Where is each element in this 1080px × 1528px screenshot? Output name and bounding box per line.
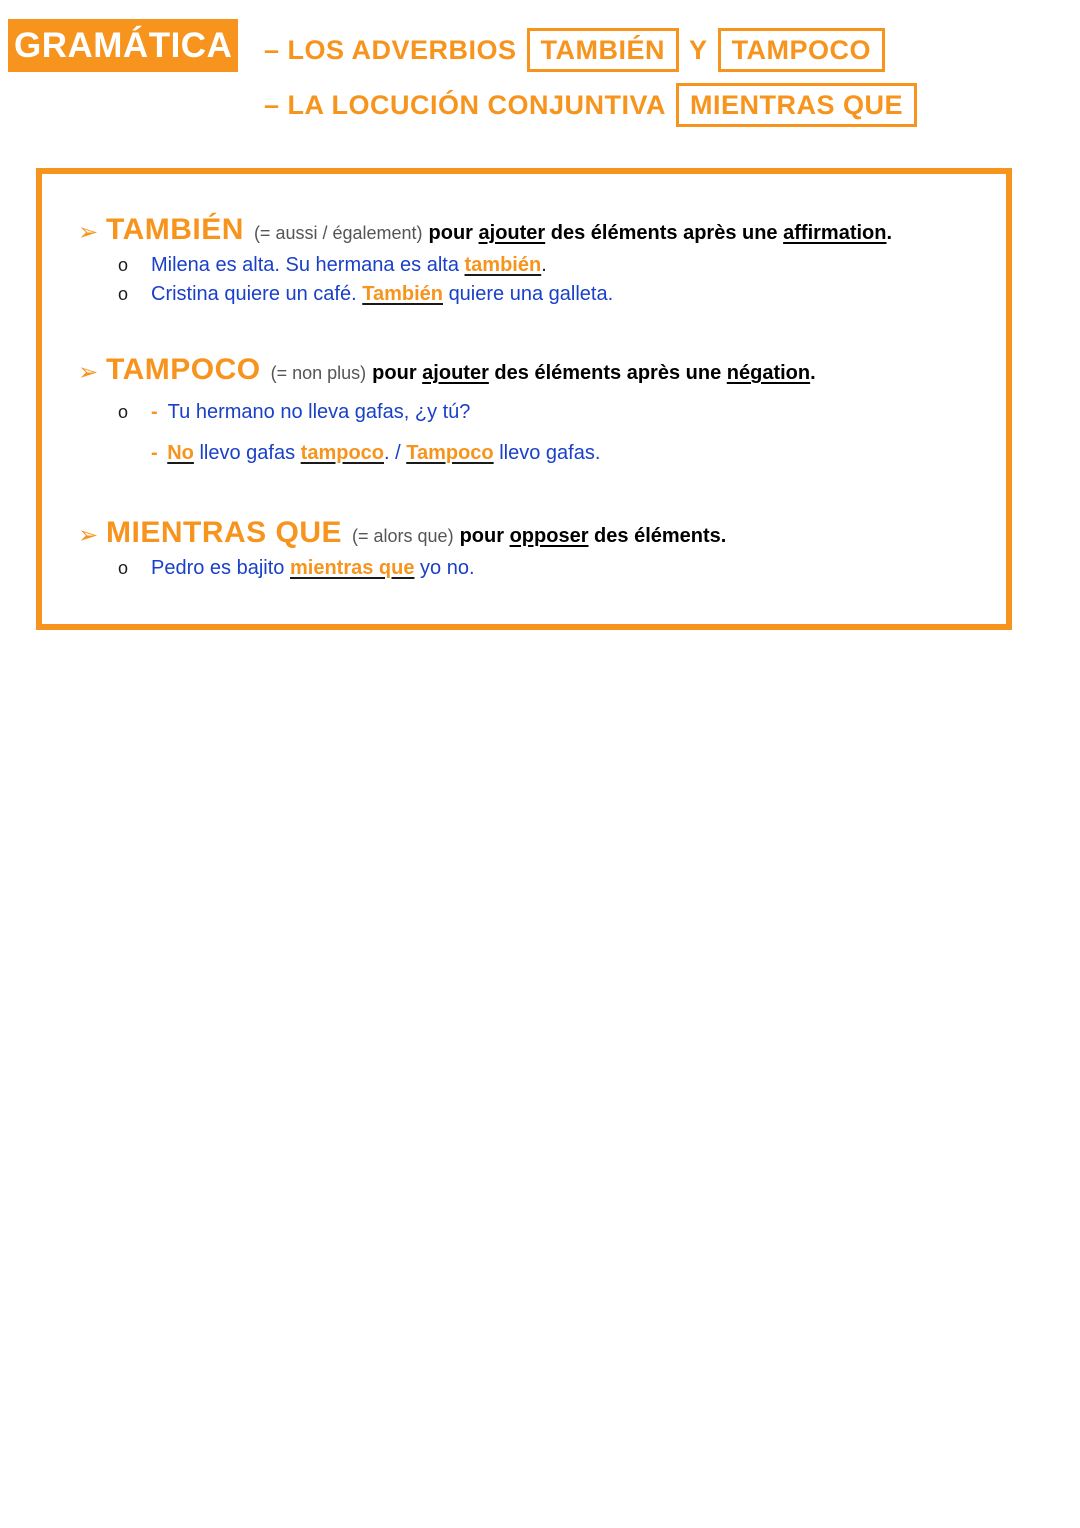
example-keyword: Tampoco — [406, 442, 494, 464]
desc-text: pour — [372, 362, 417, 384]
term-tampoco: TAMPOCO — [106, 353, 261, 386]
example-separator: . / — [384, 442, 401, 464]
arrow-icon: ➢ — [78, 359, 99, 386]
desc-text: des éléments. — [594, 525, 727, 547]
example-tampoco-answer — [151, 442, 600, 465]
example-keyword: No — [167, 442, 194, 464]
desc-keyword: opposer — [509, 525, 589, 547]
example-keyword: También — [362, 283, 443, 305]
term-mientras-que: MIENTRAS QUE — [106, 516, 343, 549]
desc-text: pour — [459, 525, 505, 547]
example-text: Pedro es bajito — [151, 557, 285, 579]
section-mientras-header — [78, 516, 726, 550]
example-tampoco-question — [118, 401, 470, 424]
title-connector: Y — [689, 34, 708, 65]
example-mientras-que — [118, 557, 475, 580]
boxed-mientras-que: MIENTRAS QUE — [676, 83, 917, 127]
boxed-tampoco: TAMPOCO — [718, 28, 886, 72]
example-tambien-2 — [118, 283, 613, 306]
desc-text: pour — [428, 222, 473, 244]
term-tambien: TAMBIÉN — [106, 213, 244, 246]
circle-bullet-icon: o — [118, 558, 129, 578]
arrow-icon: ➢ — [78, 522, 99, 549]
desc-keyword: ajouter — [478, 222, 546, 244]
example-text: llevo gafas. — [499, 442, 601, 464]
desc-keyword: négation — [726, 362, 811, 384]
example-text: quiere una galleta. — [448, 283, 614, 305]
title-block — [0, 0, 1080, 140]
example-text: Milena es alta. Su hermana es alta — [151, 254, 459, 276]
desc-keyword: ajouter — [422, 362, 489, 384]
example-text: Tu hermano no lleva gafas, ¿y tú? — [167, 401, 471, 423]
desc-end: . — [810, 362, 816, 384]
circle-bullet-icon: o — [118, 255, 129, 275]
dialogue-dash: - — [151, 401, 158, 423]
example-text: llevo gafas — [199, 442, 296, 464]
circle-bullet-icon: o — [118, 284, 129, 304]
boxed-tambien: TAMBIÉN — [527, 28, 680, 72]
circle-bullet-icon: o — [118, 402, 129, 422]
desc-text: des éléments après une — [550, 222, 778, 244]
example-text: Cristina quiere un café. — [151, 283, 357, 305]
example-tambien-1 — [118, 254, 547, 277]
example-keyword: mientras que — [289, 557, 415, 579]
gloss-mientras-que: (= alors que) — [352, 526, 454, 546]
title-line2-prefix: – LA LOCUCIÓN CONJUNTIVA — [264, 89, 667, 120]
section-tampoco-header — [78, 353, 816, 387]
title-line-adverbios — [264, 28, 885, 72]
example-text: yo no. — [420, 557, 475, 579]
section-tambien-header — [78, 213, 892, 247]
desc-end: . — [886, 222, 893, 244]
example-keyword: tampoco — [300, 442, 384, 464]
title-line-locucion — [264, 83, 917, 127]
arrow-icon: ➢ — [78, 219, 99, 246]
gramatica-badge: GRAMÁTICA — [8, 19, 238, 72]
gloss-tampoco: (= non plus) — [270, 363, 367, 383]
example-end: . — [541, 254, 547, 276]
desc-keyword: affirmation — [783, 222, 887, 244]
dialogue-dash: - — [151, 442, 158, 464]
example-keyword: también — [464, 254, 542, 276]
desc-text: des éléments après une — [494, 362, 722, 384]
title-line1-prefix: – LOS ADVERBIOS — [264, 34, 517, 65]
gloss-tambien: (= aussi / également) — [253, 223, 423, 243]
